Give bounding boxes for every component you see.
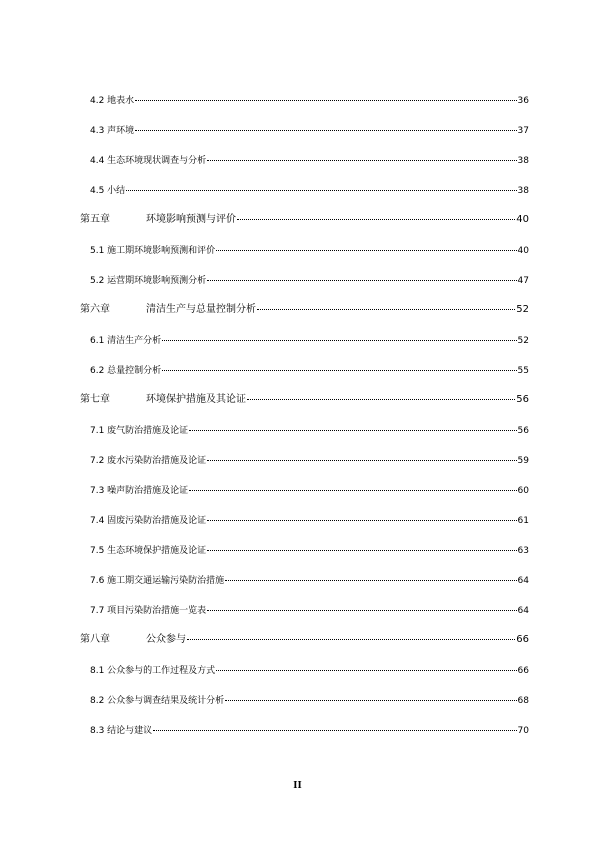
chapter-label: 第五章 <box>80 214 110 225</box>
toc-entry[interactable] <box>90 605 529 617</box>
dot-leader <box>225 700 516 701</box>
toc-entry[interactable] <box>90 665 529 677</box>
toc-entry-title: 7.3 噪声防治措施及论证 <box>90 486 189 496</box>
toc-entry-page: 55 <box>517 366 529 376</box>
toc-entry-page: 61 <box>517 516 529 526</box>
toc-entry[interactable] <box>90 575 529 587</box>
dot-leader <box>247 399 515 400</box>
toc-entry-page: 37 <box>517 126 529 136</box>
toc-entry-title: 4.3 声环境 <box>90 126 135 136</box>
chapter-label: 第七章 <box>80 394 110 405</box>
toc-entry-page: 66 <box>516 634 529 645</box>
toc-entry[interactable] <box>90 245 529 257</box>
dot-leader <box>135 130 516 131</box>
toc-entry[interactable] <box>90 545 529 557</box>
toc-chapter[interactable] <box>80 634 529 646</box>
toc-entry-title: 7.6 施工期交通运输污染防治措施 <box>90 576 225 586</box>
toc-entry-title: 6.2 总量控制分析 <box>90 366 162 376</box>
toc-entry-title: 8.3 结论与建议 <box>90 726 153 736</box>
toc-entry[interactable] <box>90 485 529 497</box>
toc-entry[interactable] <box>90 95 529 107</box>
dot-leader <box>216 670 516 671</box>
toc-entry[interactable] <box>90 275 529 287</box>
dot-leader <box>207 550 516 551</box>
toc-entry[interactable] <box>90 155 529 167</box>
dot-leader <box>207 160 516 161</box>
toc-chapter-heading <box>80 304 256 316</box>
toc-entry-title: 7.2 废水污染防治措施及论证 <box>90 456 207 466</box>
toc-entry-title: 4.2 地表水 <box>90 96 135 106</box>
chapter-title: 公众参与 <box>146 634 186 645</box>
toc-chapter[interactable] <box>80 304 529 316</box>
toc-entry[interactable] <box>90 365 529 377</box>
toc-entry-title: 4.4 生态环境现状调查与分析 <box>90 156 207 166</box>
dot-leader <box>189 430 516 431</box>
toc-entry[interactable] <box>90 425 529 437</box>
toc-entry-page: 66 <box>517 666 529 676</box>
toc-entry[interactable] <box>90 125 529 137</box>
toc-entry-title: 8.2 公众参与调查结果及统计分析 <box>90 696 225 706</box>
chapter-label: 第八章 <box>80 634 110 645</box>
toc-entry[interactable] <box>90 335 529 347</box>
toc-entry-title: 5.2 运营期环境影响预测分析 <box>90 276 207 286</box>
toc-chapter-heading <box>80 214 236 226</box>
dot-leader <box>207 520 516 521</box>
toc-entry-page: 70 <box>517 726 529 736</box>
toc-chapter[interactable] <box>80 214 529 226</box>
chapter-title: 清洁生产与总量控制分析 <box>146 304 256 315</box>
toc-entry-page: 47 <box>517 276 529 286</box>
dot-leader <box>216 250 516 251</box>
toc-chapter-heading <box>80 634 186 646</box>
toc-entry-title: 7.1 废气防治措施及论证 <box>90 426 189 436</box>
toc-entry-title: 6.1 清洁生产分析 <box>90 336 162 346</box>
toc-entry-page: 64 <box>517 606 529 616</box>
dot-leader <box>162 370 516 371</box>
toc-entry-page: 56 <box>517 426 529 436</box>
dot-leader <box>207 610 516 611</box>
toc-entry-page: 40 <box>516 214 529 225</box>
toc-entry[interactable] <box>90 695 529 707</box>
toc-entry-page: 38 <box>517 156 529 166</box>
toc-entry[interactable] <box>90 185 529 197</box>
toc-entry-page: 59 <box>517 456 529 466</box>
toc-entry-page: 64 <box>517 576 529 586</box>
dot-leader <box>189 490 516 491</box>
toc-entry-title: 7.7 项目污染防治措施一览表 <box>90 606 207 616</box>
toc-chapter[interactable] <box>80 394 529 406</box>
dot-leader <box>207 460 516 461</box>
toc-entry-page: 40 <box>517 246 529 256</box>
dot-leader <box>225 580 516 581</box>
dot-leader <box>187 639 515 640</box>
dot-leader <box>257 309 515 310</box>
chapter-label: 第六章 <box>80 304 110 315</box>
dot-leader <box>126 190 516 191</box>
toc-entry[interactable] <box>90 515 529 527</box>
toc-entry[interactable] <box>90 455 529 467</box>
toc-entry-page: 56 <box>516 394 529 405</box>
toc-entry-page: 52 <box>517 336 529 346</box>
toc-entry-page: 68 <box>517 696 529 706</box>
chapter-title: 环境影响预测与评价 <box>146 214 236 225</box>
toc-entry-page: 63 <box>517 546 529 556</box>
toc-chapter-heading <box>80 394 246 406</box>
toc-entry-title: 4.5 小结 <box>90 186 126 196</box>
dot-leader <box>162 340 516 341</box>
toc-entry-page: 38 <box>517 186 529 196</box>
toc-entry-page: 36 <box>517 96 529 106</box>
dot-leader <box>207 280 516 281</box>
toc-entry[interactable] <box>90 725 529 737</box>
toc-entry-page: 60 <box>517 486 529 496</box>
dot-leader <box>153 730 516 731</box>
page-number: II <box>293 781 302 791</box>
toc-entry-title: 7.5 生态环境保护措施及论证 <box>90 546 207 556</box>
dot-leader <box>135 100 516 101</box>
toc-entry-page: 52 <box>516 304 529 315</box>
toc-entry-title: 5.1 施工期环境影响预测和评价 <box>90 246 216 256</box>
dot-leader <box>237 219 515 220</box>
toc-entry-title: 8.1 公众参与的工作过程及方式 <box>90 666 216 676</box>
toc-entry-title: 7.4 固废污染防治措施及论证 <box>90 516 207 526</box>
chapter-title: 环境保护措施及其论证 <box>146 394 246 405</box>
